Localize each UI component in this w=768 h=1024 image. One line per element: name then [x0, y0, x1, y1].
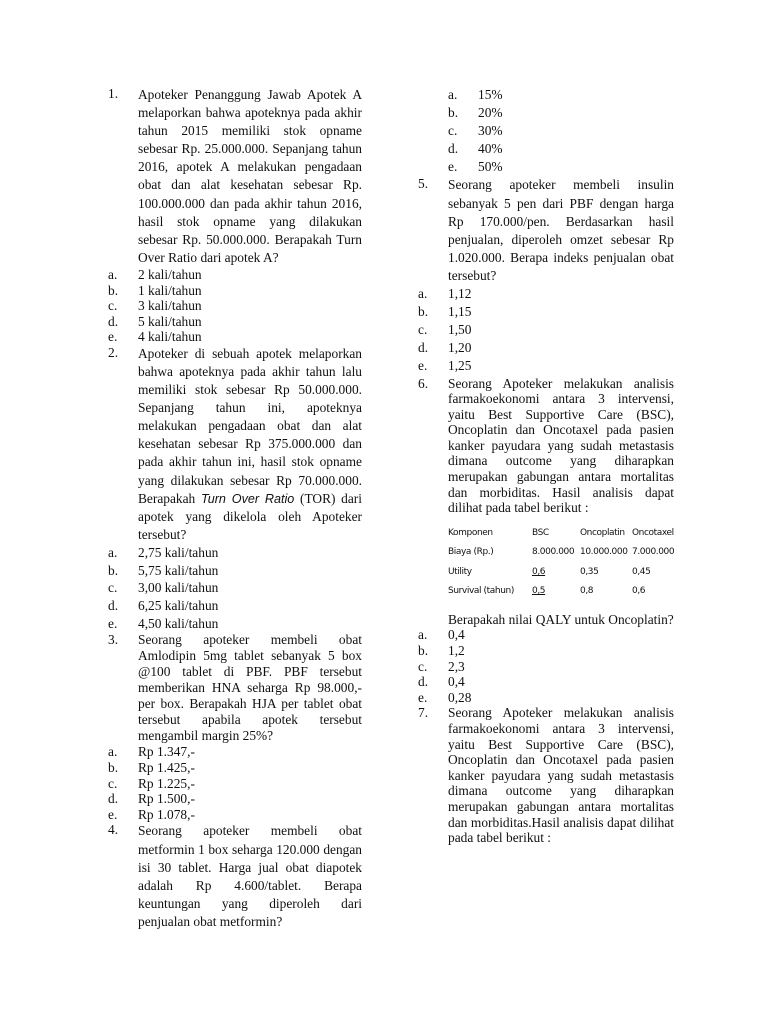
right-column: [418, 86, 674, 846]
option-text: 3,00 kali/tahun: [138, 580, 219, 596]
option-letter: c.: [108, 580, 118, 596]
option-b: [108, 760, 362, 776]
question-4: [108, 822, 362, 931]
option-c: [108, 298, 362, 314]
option-text: 1,25: [448, 358, 472, 374]
option-b: [418, 643, 674, 659]
option-letter: a.: [108, 744, 118, 760]
option-d: [418, 674, 674, 690]
options-list: [418, 627, 674, 705]
table-header-cell: Oncotaxel: [632, 527, 674, 538]
option-text: 30%: [478, 123, 503, 139]
question-number: 6.: [418, 375, 429, 391]
option-letter: b.: [448, 105, 459, 121]
option-letter: b.: [108, 760, 119, 776]
option-letter: e.: [418, 689, 428, 705]
option-text: 0,28: [448, 689, 472, 705]
option-text: 1,12: [448, 286, 472, 302]
data-table: [448, 528, 704, 606]
table-cell: Biaya (Rp.): [448, 547, 494, 558]
option-e: [418, 357, 674, 375]
option-text: 5,75 kali/tahun: [138, 562, 219, 578]
table-cell: 0,8: [580, 586, 594, 597]
question-text: [138, 345, 362, 544]
option-text: 1,20: [448, 340, 472, 356]
option-letter: b.: [418, 304, 429, 320]
option-a: [108, 544, 362, 562]
option-b: [418, 303, 674, 321]
option-d: [108, 597, 362, 615]
option-text: Rp 1.500,-: [138, 791, 195, 807]
option-a: [418, 627, 674, 643]
question-number: 3.: [108, 632, 119, 648]
option-text: Rp 1.425,-: [138, 760, 195, 776]
option-letter: e.: [108, 806, 118, 822]
option-letter: c.: [108, 775, 118, 791]
question-text-part: Apoteker di sebuah apotek melaporkan bahwa apoteknya pada akhir tahun lalu memiliki stok sebesar Rp 50.000.000. Sepanjang tahun ini, apoteknya melakukan pengadaan obat dan alat kesehatan sebesar Rp 375.000.000 dan pada akhir tahun ini, hasil stok opname yang dilakukan sebesar Rp 70.000.000. Berapakah: [138, 345, 362, 506]
option-b: [418, 104, 674, 122]
options-list: [418, 86, 674, 176]
option-e: [108, 329, 362, 345]
option-c: [108, 776, 362, 792]
option-letter: e.: [108, 329, 118, 345]
option-text: 1,50: [448, 322, 472, 338]
question-text: Seorang Apoteker melakukan analisis farmakoekonomi antara 3 intervensi, yaitu Best Supportive Care (BSC), Oncoplatin dan Oncotaxel pada pasien kanker payudara yang sudah metastasis dimana outcome yang diharapkan merupakan gabungan antara mortalitas dan morbiditas.Hasil analisis dapat dilihat pada tabel berikut :: [448, 705, 674, 846]
options-list: [108, 267, 362, 345]
option-letter: c.: [418, 658, 428, 674]
question-text-italic: Turn Over Ratio: [200, 491, 295, 506]
option-c: [418, 321, 674, 339]
option-text: 50%: [478, 159, 503, 175]
option-letter: e.: [108, 615, 118, 631]
option-letter: d.: [418, 674, 429, 690]
option-text: 2 kali/tahun: [138, 266, 202, 282]
option-letter: c.: [418, 322, 428, 338]
question-5: [418, 176, 674, 285]
question-number: 7.: [418, 705, 429, 721]
question-number: 5.: [418, 176, 429, 192]
option-letter: d.: [418, 340, 429, 356]
options-list: [108, 544, 362, 633]
table-cell: 8.000.000: [532, 547, 575, 558]
table-header-cell: Komponen: [448, 527, 493, 538]
question-text: Seorang Apoteker melakukan analisis farmakoekonomi antara 3 intervensi, yaitu Best Supportive Care (BSC), Oncoplatin dan Oncotaxel pada pasien kanker payudara yang sudah metastasis dimana outcome yang diharapkan merupakan gabungan antara mortalitas dan morbiditas. Hasil analisis dapat dilihat pada tabel berikut :: [448, 375, 674, 516]
question-6: [418, 376, 674, 628]
option-d: [418, 140, 674, 158]
question-number: 4.: [108, 822, 119, 838]
question-text-part: (TOR) dari apotek yang dikelola oleh Apoteker tersebut?: [138, 490, 362, 542]
table-cell: 7.000.000: [632, 547, 675, 558]
option-d: [418, 339, 674, 357]
left-column: [108, 86, 362, 931]
question-text: Seorang apoteker membeli obat metformin 1 box seharga 120.000 dengan isi 30 tablet. Harga jual obat diapotek adalah Rp 4.600/tablet. Berapa keuntungan yang diperoleh dari penjualan obat metformin?: [138, 823, 362, 929]
option-d: [108, 314, 362, 330]
table-header-cell: Oncoplatin: [580, 527, 625, 538]
option-text: 5 kali/tahun: [138, 313, 202, 329]
option-e: [418, 158, 674, 176]
table-header-row: [448, 528, 704, 548]
options-list: [418, 285, 674, 375]
option-letter: c.: [448, 123, 458, 139]
option-c: [418, 659, 674, 675]
option-text: 15%: [478, 87, 503, 102]
option-a: [418, 86, 674, 104]
option-letter: e.: [448, 159, 458, 175]
option-e: [418, 690, 674, 706]
table-cell: 0,6: [532, 566, 546, 577]
table-row: [448, 547, 704, 567]
option-letter: d.: [448, 141, 459, 157]
option-text: 0,4: [448, 627, 465, 643]
option-letter: d.: [108, 598, 119, 614]
option-text: 4 kali/tahun: [138, 329, 202, 345]
option-text: 0,4: [448, 674, 465, 690]
option-letter: b.: [418, 643, 429, 659]
option-e: [108, 807, 362, 823]
option-text: 2,75 kali/tahun: [138, 544, 219, 560]
question-number: 2.: [108, 344, 119, 360]
table-cell: 0,45: [632, 566, 651, 577]
option-text: 1 kali/tahun: [138, 282, 202, 298]
option-letter: a.: [418, 286, 428, 302]
option-b: [108, 283, 362, 299]
question-prompt: Berapakah nilai QALY untuk Oncoplatin?: [448, 611, 674, 627]
option-text: 20%: [478, 105, 503, 121]
question-number: 1.: [108, 86, 119, 101]
option-d: [108, 791, 362, 807]
option-a: [418, 285, 674, 303]
option-letter: b.: [108, 282, 119, 298]
table-header-cell: BSC: [532, 527, 549, 538]
table-cell: 10.000.000: [580, 547, 628, 558]
option-e: [108, 615, 362, 633]
option-text: Rp 1.225,-: [138, 775, 195, 791]
option-letter: c.: [108, 298, 118, 314]
option-letter: a.: [108, 544, 118, 560]
table-cell: 0,5: [532, 586, 546, 597]
question-text: Apoteker Penanggung Jawab Apotek A melaporkan bahwa apoteknya pada akhir tahun 2015 memiliki stok opname sebesar Rp. 25.000.000. Sepanjang tahun 2016, apotek A melakukan pengadaan obat dan alat kesehatan sebesar Rp. 100.000.000 dan pada akhir tahun 2016, hasil stok opname yang dilakukan sebesar Rp. 50.000.000. Berapakah Turn Over Ratio dari apotek A?: [138, 87, 362, 265]
option-text: Rp 1.347,-: [138, 744, 195, 760]
option-text: 40%: [478, 141, 503, 157]
option-letter: a.: [108, 266, 118, 282]
option-text: 1,15: [448, 304, 472, 320]
option-b: [108, 562, 362, 580]
option-letter: a.: [418, 627, 428, 643]
option-letter: b.: [108, 562, 119, 578]
option-a: [108, 744, 362, 760]
table-row: [448, 586, 704, 606]
question-text: Seorang apoteker membeli insulin sebanyak 5 pen dari PBF dengan harga Rp 170.000/pen. Berdasarkan hasil penjualan, diperoleh omzet sebesar Rp 1.020.000. Berapa indeks penjualan obat tersebut?: [448, 177, 674, 283]
table-cell: Survival (tahun): [448, 586, 514, 597]
option-text: Rp 1.078,-: [138, 806, 195, 822]
question-7: [418, 705, 674, 845]
question-2: [108, 345, 362, 544]
question-text: Seorang apoteker membeli obat Amlodipin 5mg tablet sebanyak 5 box @100 tablet di PBF. PBF tersebut memberikan HNA seharga Rp 98.000,- per box. Berapakah HJA per tablet obat tersebut apabila apotek tersebut mengambil margin 25%?: [138, 632, 362, 744]
table-cell: 0,35: [580, 566, 599, 577]
table-cell: 0,6: [632, 586, 646, 597]
table-cell: Utility: [448, 566, 472, 577]
option-letter: d.: [108, 313, 119, 329]
option-letter: e.: [418, 358, 428, 374]
option-text: 2,3: [448, 658, 465, 674]
question-1: [108, 86, 362, 267]
option-text: 6,25 kali/tahun: [138, 598, 219, 614]
option-letter: d.: [108, 791, 119, 807]
table-row: [448, 567, 704, 587]
option-text: 1,2: [448, 643, 465, 659]
option-a: [108, 267, 362, 283]
option-letter: a.: [448, 87, 458, 102]
options-list: [108, 744, 362, 822]
option-c: [418, 122, 674, 140]
option-text: 3 kali/tahun: [138, 298, 202, 314]
option-text: 4,50 kali/tahun: [138, 615, 219, 631]
option-c: [108, 579, 362, 597]
question-3: [108, 632, 362, 744]
